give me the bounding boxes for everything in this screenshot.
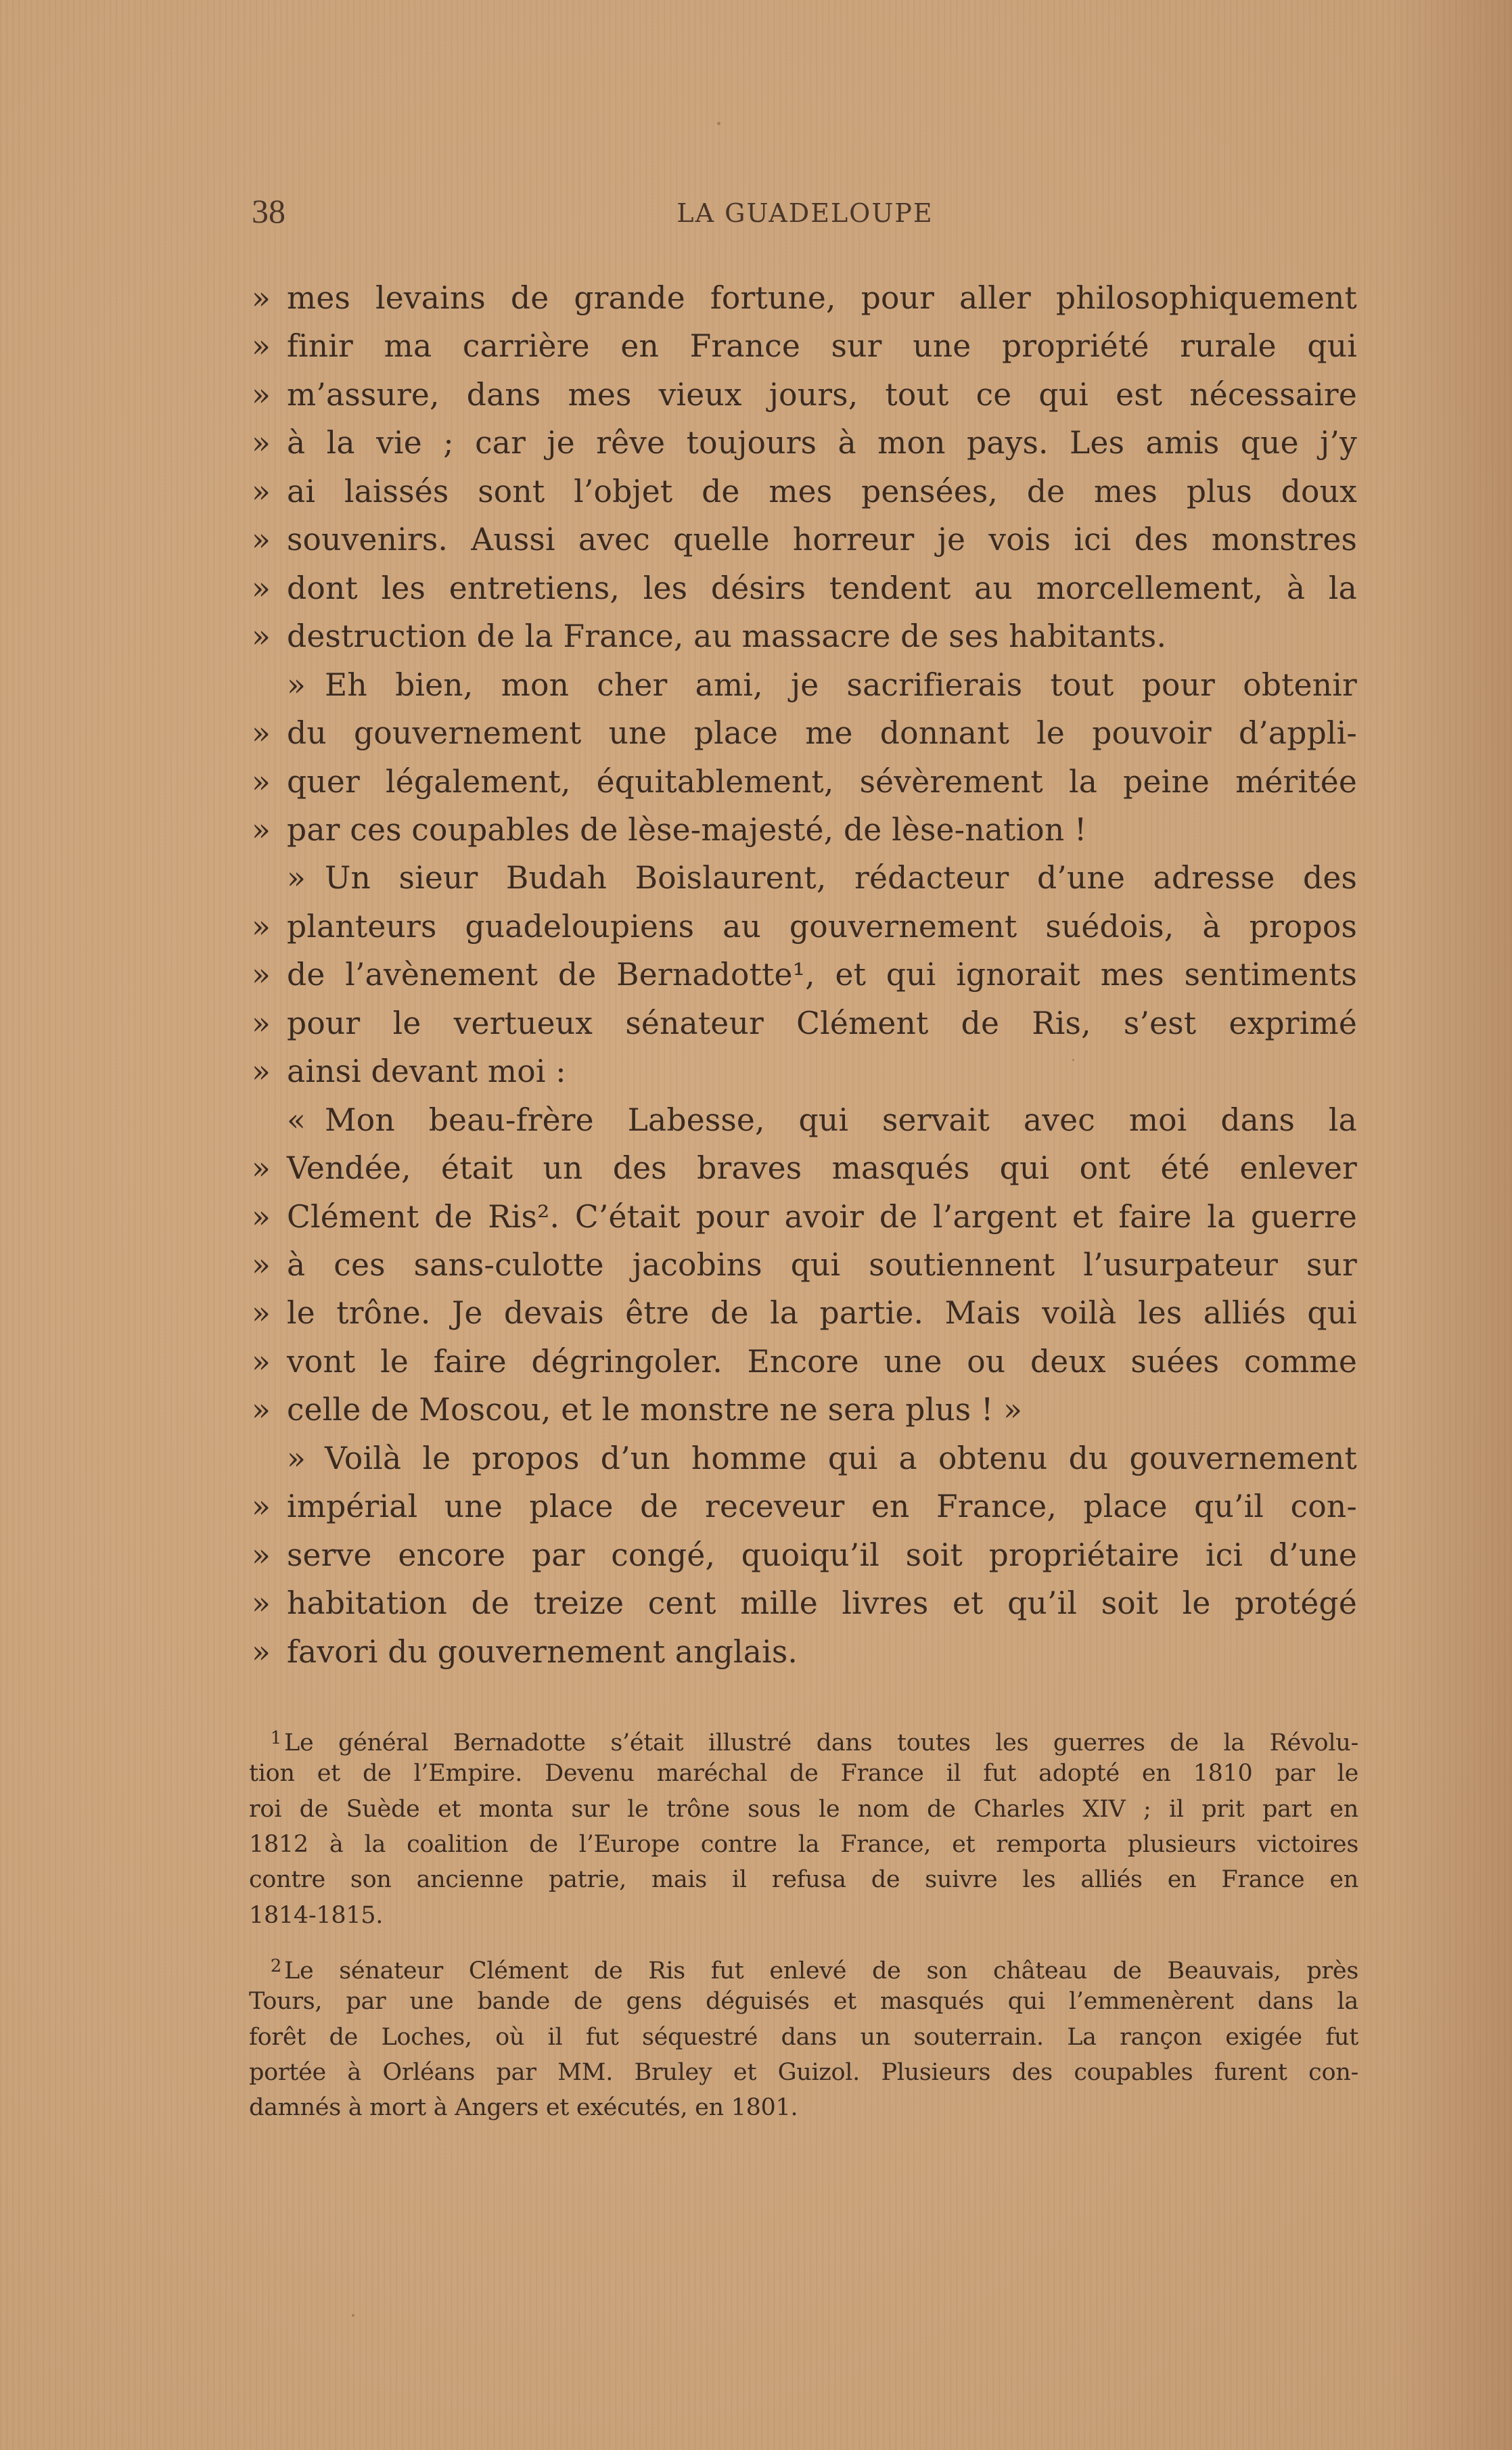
- text-line: [252, 612, 1361, 660]
- quote-marker: »: [287, 860, 306, 897]
- paper-speck: [1072, 1059, 1074, 1061]
- text-line: [252, 468, 1361, 516]
- line-text: Voilà le propos d’un homme qui a obtenu du gouvernement: [325, 1440, 1357, 1476]
- footnote-number: 1: [270, 1728, 281, 1748]
- quote-marker: »: [252, 1005, 271, 1041]
- text-line: [252, 999, 1361, 1047]
- footnote-indent: [249, 1949, 284, 1989]
- text-line: [252, 1482, 1361, 1530]
- line-text: dont les entretiens, les désirs tendent au morcellement, à la: [287, 570, 1357, 606]
- footnote-1-line: roi de Suède et monta sur le trône sous le nom de Charles XIV ; il prit part en: [249, 1795, 1358, 1823]
- footnote-1-line: contre son ancienne patrie, mais il refusa de suivre les alliés en France en: [249, 1866, 1358, 1894]
- quote-marker: »: [252, 1247, 271, 1283]
- text-line: [252, 419, 1361, 467]
- quote-marker: »: [252, 1343, 271, 1380]
- quote-marker: »: [252, 1150, 271, 1187]
- footnote-text: Le général Bernadotte s’était illustré dans toutes les guerres de la Révolu-: [284, 1729, 1358, 1756]
- line-text: du gouvernement une place me donnant le pouvoir d’appli-: [287, 715, 1357, 752]
- quote-marker: »: [252, 570, 271, 606]
- quote-marker: »: [252, 1633, 271, 1670]
- line-text: à la vie ; car je rêve toujours à mon pays. Les amis que j’y: [287, 425, 1357, 461]
- line-text: le trône. Je devais être de la partie. Mais voilà les alliés qui: [287, 1295, 1357, 1332]
- text-line: [252, 758, 1361, 806]
- footnote-1-line: 1814-1815.: [249, 1901, 384, 1929]
- text-line: [252, 1338, 1361, 1386]
- paper-speck: [352, 2314, 354, 2317]
- line-text: planteurs guadeloupiens au gouvernement suédois, à propos: [287, 908, 1357, 945]
- text-line: [252, 1193, 1361, 1241]
- line-text: par ces coupables de lèse-majesté, de lèse-nation !: [287, 811, 1087, 848]
- quote-marker: »: [252, 376, 271, 413]
- text-line: [252, 1289, 1361, 1337]
- line-text: favori du gouvernement anglais.: [287, 1633, 798, 1670]
- footnote-2-line: damnés à mort à Angers et exécutés, en 1801.: [249, 2094, 798, 2122]
- text-line: [252, 854, 1361, 902]
- footnote-2-line: [249, 1949, 1358, 1984]
- quote-marker: »: [252, 1295, 271, 1332]
- quote-marker: »: [287, 666, 306, 703]
- quote-marker: »: [252, 811, 271, 848]
- quote-marker: »: [287, 1440, 306, 1476]
- text-line: [252, 1628, 1361, 1676]
- line-text: quer légalement, équitablement, sévèrement la peine méritée: [287, 763, 1357, 800]
- paper-speck: [717, 122, 720, 125]
- footnote-1-line: [249, 1721, 1358, 1756]
- text-line: [252, 1144, 1361, 1192]
- footnote-1-line: tion et de l’Empire. Devenu maréchal de France il fut adopté en 1810 par le: [249, 1760, 1358, 1788]
- quote-marker: »: [252, 473, 271, 509]
- footnote-1-line: 1812 à la coalition de l’Europe contre la France, et remporta plusieurs victoires: [249, 1830, 1358, 1858]
- line-text: celle de Moscou, et le monstre ne sera plus ! »: [287, 1392, 1023, 1428]
- footnote-text: Le sénateur Clément de Ris fut enlevé de son château de Beauvais, près: [284, 1957, 1358, 1984]
- text-line: [252, 903, 1361, 951]
- line-text: Vendée, était un des braves masqués qui ont été enlever: [287, 1150, 1357, 1187]
- text-line: [252, 1531, 1361, 1579]
- footnote-2-line: forêt de Loches, où il fut séquestré dans un souterrain. La rançon exigée fut: [249, 2023, 1358, 2051]
- quote-marker: »: [252, 425, 271, 461]
- line-text: souvenirs. Aussi avec quelle horreur je vois ici des monstres: [287, 522, 1357, 558]
- line-text: à ces sans-culotte jacobins qui soutiennent l’usurpateur sur: [287, 1247, 1357, 1283]
- text-line: [252, 661, 1361, 709]
- line-text: m’assure, dans mes vieux jours, tout ce qui est nécessaire: [287, 376, 1357, 413]
- text-line: [252, 371, 1361, 419]
- quote-marker: »: [252, 618, 271, 655]
- text-line: [252, 274, 1361, 322]
- quote-marker: »: [252, 715, 271, 752]
- text-line: [252, 1386, 1361, 1434]
- text-line: [252, 322, 1361, 370]
- footnote-2-line: Tours, par une bande de gens déguisés et masqués qui l’emmenèrent dans la: [249, 1988, 1358, 2016]
- line-text: de l’avènement de Bernadotte¹, et qui ignorait mes sentiments: [287, 957, 1357, 993]
- line-text: Clément de Ris². C’était pour avoir de l’argent et faire la guerre: [287, 1198, 1357, 1235]
- quote-marker: »: [252, 957, 271, 993]
- line-text: Eh bien, mon cher ami, je sacrifierais tout pour obtenir: [325, 666, 1357, 703]
- text-line: [252, 516, 1361, 564]
- line-text: mes levains de grande fortune, pour aller philosophiquement: [287, 280, 1357, 316]
- footnote-number: 2: [270, 1956, 281, 1976]
- line-text: finir ma carrière en France sur une propriété rurale qui: [287, 328, 1357, 365]
- quote-marker: »: [252, 522, 271, 558]
- line-text: impérial une place de receveur en France, place qu’il con-: [287, 1489, 1357, 1525]
- quote-marker: »: [252, 1537, 271, 1573]
- quote-marker: »: [252, 328, 271, 365]
- text-line: [252, 1579, 1361, 1627]
- line-text: Un sieur Budah Boislaurent, rédacteur d’une adresse des: [325, 860, 1357, 897]
- page-number: 38: [252, 192, 285, 230]
- footnote-indent: [249, 1721, 284, 1761]
- text-line: [252, 951, 1361, 999]
- line-text: serve encore par congé, quoiqu’il soit propriétaire ici d’une: [287, 1537, 1357, 1573]
- text-line: [252, 806, 1361, 854]
- quote-marker: »: [252, 763, 271, 800]
- text-line: [252, 564, 1361, 612]
- line-text: destruction de la France, au massacre de ses habitants.: [287, 618, 1167, 655]
- quote-marker: »: [252, 280, 271, 316]
- quote-marker: »: [252, 1585, 271, 1622]
- text-line: [252, 1241, 1361, 1289]
- running-title: LA GUADELOUPE: [677, 198, 934, 228]
- line-text: ainsi devant moi :: [287, 1053, 566, 1090]
- quote-marker: »: [252, 1392, 271, 1428]
- text-line: [252, 1047, 1361, 1095]
- line-text: vont le faire dégringoler. Encore une ou deux suées comme: [287, 1343, 1357, 1380]
- footnote-2-line: portée à Orléans par MM. Bruley et Guizol. Plusieurs des coupables furent con-: [249, 2058, 1358, 2086]
- quote-marker: «: [287, 1102, 306, 1138]
- text-line: [252, 1434, 1361, 1482]
- quote-marker: »: [252, 1198, 271, 1235]
- line-text: ai laissés sont l’objet de mes pensées, de mes plus doux: [287, 473, 1357, 509]
- line-text: Mon beau-frère Labesse, qui servait avec moi dans la: [325, 1102, 1357, 1138]
- text-line: [252, 1096, 1361, 1144]
- quote-marker: »: [252, 1053, 271, 1090]
- quote-marker: »: [252, 908, 271, 945]
- text-line: [252, 709, 1361, 757]
- quote-marker: »: [252, 1489, 271, 1525]
- line-text: habitation de treize cent mille livres et qu’il soit le protégé: [287, 1585, 1357, 1622]
- line-text: pour le vertueux sénateur Clément de Ris, s’est exprimé: [287, 1005, 1357, 1041]
